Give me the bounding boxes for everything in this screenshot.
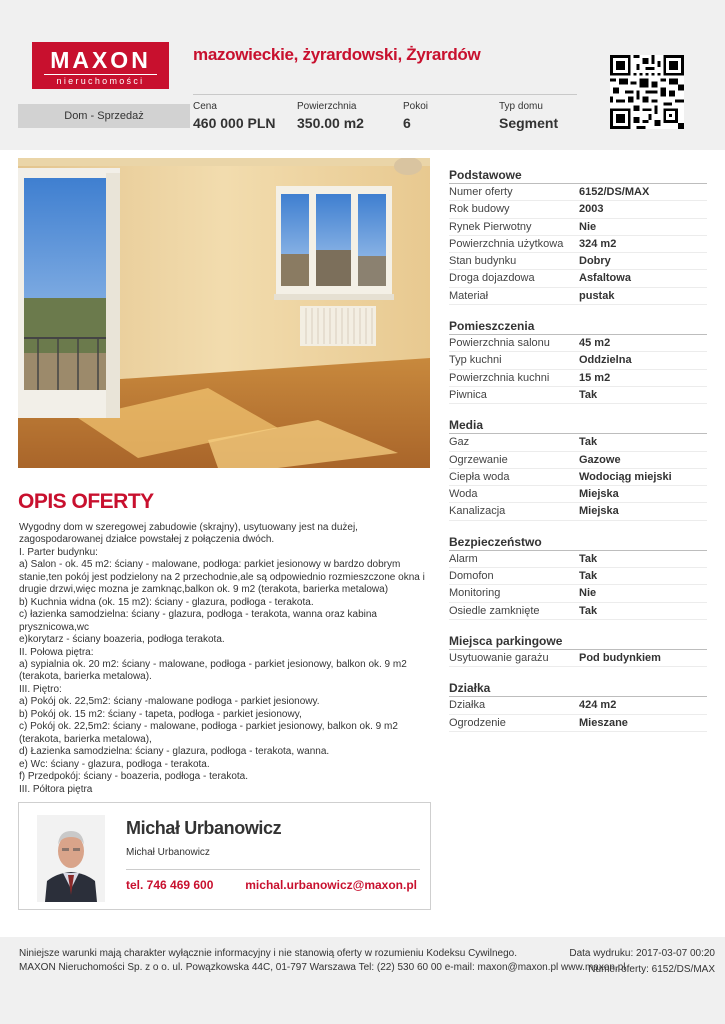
section-parking [449, 632, 707, 667]
detail-value: Miejska [579, 505, 619, 518]
description-line: e) Wc: ściany - glazura, podłoga - terakota. [19, 758, 210, 770]
detail-value: Asfaltowa [579, 272, 631, 285]
section-media [449, 416, 707, 520]
stat-area-value: 350.00 m2 [297, 115, 364, 131]
detail-value: 6152/DS/MAX [579, 186, 650, 198]
detail-key: Ciepła woda [449, 470, 510, 483]
detail-row [449, 270, 707, 287]
detail-value: Pod budynkiem [579, 651, 661, 664]
detail-value: Miejska [579, 488, 619, 501]
detail-value: Nie [579, 220, 597, 233]
detail-row [449, 387, 707, 404]
description-text [19, 522, 425, 796]
detail-key: Osiedle zamknięte [449, 604, 540, 617]
detail-row [449, 236, 707, 253]
detail-row [449, 486, 707, 503]
description-line: drugie drzwi,więc mozna je zamknąc,balkon ok. 9 m2 (terakota, barierka metalowa) [19, 584, 389, 596]
detail-value: Tak [579, 552, 598, 565]
description-line: (terakota, barierka metalowa), [19, 733, 152, 745]
detail-key: Domofon [449, 570, 494, 583]
description-line: c) łazienka samodzielna: ściany - glazura, podłoga - terakota, wanna oraz kabina [19, 609, 377, 621]
detail-row [449, 370, 707, 387]
detail-key: Powierzchnia salonu [449, 337, 550, 350]
agent-subtitle: Michał Urbanowicz [126, 847, 210, 858]
detail-row [449, 201, 707, 218]
detail-key: Powierzchnia kuchni [449, 371, 550, 384]
stat-house-type-value: Segment [499, 115, 559, 131]
description-line: III. Półtora piętra [19, 783, 93, 795]
description-line: f) Przedpokój: ściany - boazeria, podłoga - terakota. [19, 771, 249, 783]
stat-rooms-value: 6 [403, 115, 411, 131]
agent-phone-link[interactable]: tel. 746 469 600 [126, 878, 214, 892]
description-line: b) Pokój ok. 15 m2: ściany - tapeta, podłoga - parkiet jesionowy, [19, 708, 302, 720]
details-panel [449, 166, 707, 744]
location-title: mazowieckie, żyrardowski, Żyrardów [193, 45, 481, 64]
agent-avatar [37, 815, 105, 902]
detail-row [449, 551, 707, 568]
section-plot [449, 679, 707, 732]
detail-key: Monitoring [449, 587, 501, 600]
section-title: Bezpieczeństwo [449, 533, 707, 551]
detail-row [449, 434, 707, 451]
qr-code-icon[interactable] [610, 55, 684, 129]
detail-value: Dobry [579, 255, 611, 268]
detail-value: 2003 [579, 203, 604, 216]
detail-value: 45 m2 [579, 337, 611, 350]
detail-key: Ogrodzenie [449, 716, 506, 729]
detail-row [449, 352, 707, 369]
description-line: b) Kuchnia widna (ok. 15 m2): ściany - glazura, podłoga - terakota. [19, 596, 314, 608]
header-divider [193, 94, 577, 95]
stat-price [193, 101, 276, 131]
detail-value: Tak [579, 436, 598, 449]
section-title: Miejsca parkingowe [449, 632, 707, 650]
detail-value: pustak [579, 289, 615, 302]
section-title: Działka [449, 679, 707, 697]
section-title: Media [449, 416, 707, 434]
detail-key: Działka [449, 699, 486, 712]
description-line: I. Parter budynku: [19, 546, 98, 558]
stat-house-type-label: Typ domu [499, 101, 543, 112]
footer-company-info: MAXON Nieruchomości Sp. z o o. ul. Powązkowska 44C, 01-797 Warszawa Tel: (22) 530 60 00 e-mail: maxon@maxon.pl www.maxon.pl [19, 962, 626, 973]
detail-row [449, 568, 707, 585]
description-line: c) Pokój ok. 22,5m2: ściany - malowane, podłoga - parkiet jesionowy, balkon ok. 9 m2 [19, 721, 398, 733]
detail-key: Powierzchnia użytkowa [449, 237, 564, 250]
detail-row [449, 253, 707, 270]
description-line: a) Salon - ok. 45 m2: ściany - malowane, podłoga: parkiet jesionowy w bardzo dobrym [19, 559, 401, 571]
description-line: III. Piętro: [19, 683, 62, 695]
description-line: Wygodny dom w szeregowej zabudowie (skrajny), usytuowany jest na dużej, [19, 522, 358, 533]
stat-house-type [499, 101, 558, 131]
detail-key: Usytuowanie garażu [449, 651, 549, 664]
detail-key: Rok budowy [449, 203, 510, 216]
detail-key: Woda [449, 488, 478, 501]
logo-brand: MAXON [50, 47, 151, 73]
detail-key: Alarm [449, 552, 478, 565]
detail-value: Wodociąg miejski [579, 470, 672, 483]
description-title: OPIS OFERTY [18, 490, 154, 513]
stat-price-label: Cena [193, 101, 217, 112]
detail-value: 424 m2 [579, 699, 617, 712]
description-line: zagospodarowanej działce powstałej z połączenia dwóch. [19, 534, 275, 546]
detail-value: Gazowe [579, 453, 621, 466]
detail-key: Piwnica [449, 388, 487, 401]
detail-value: Nie [579, 587, 597, 600]
agent-name: Michał Urbanowicz [126, 818, 282, 838]
detail-row [449, 452, 707, 469]
detail-value: Tak [579, 570, 598, 583]
header [0, 0, 725, 150]
footer [0, 937, 725, 1024]
detail-key: Rynek Pierwotny [449, 220, 532, 233]
description-line: prysznicowa,wc [19, 621, 90, 633]
detail-row [449, 288, 707, 305]
detail-key: Ogrzewanie [449, 453, 508, 466]
detail-row [449, 469, 707, 486]
description-line: II. Połowa piętra: [19, 646, 94, 658]
detail-value: Oddzielna [579, 354, 632, 367]
detail-row [449, 585, 707, 602]
detail-row [449, 650, 707, 667]
detail-key: Numer oferty [449, 186, 513, 198]
offer-type-badge: Dom - Sprzedaż [18, 104, 190, 128]
detail-key: Stan budynku [449, 255, 517, 268]
stat-price-value: 460 000 PLN [193, 115, 276, 131]
agent-email-link[interactable]: michal.urbanowicz@maxon.pl [245, 878, 417, 892]
description-line: e)korytarz - ściany boazeria, podłoga terakota. [19, 634, 225, 646]
stat-rooms [403, 101, 428, 131]
detail-value: Mieszane [579, 716, 628, 729]
detail-row [449, 335, 707, 352]
stat-area [297, 101, 364, 131]
detail-key: Kanalizacja [449, 505, 506, 518]
detail-row [449, 503, 707, 520]
section-basic [449, 166, 707, 305]
footer-offer-number: Numer oferty: 6152/DS/MAX [588, 964, 715, 975]
detail-key: Gaz [449, 436, 470, 449]
footer-print-date: Data wydruku: 2017-03-07 00:20 [569, 948, 715, 959]
detail-value: Tak [579, 604, 598, 617]
description-line: stanie,ten pokój jest podzielony na 2 przechodnie,ale są odpowiednio rozmieszczone okna i [19, 571, 425, 583]
description-line: (terakota, barierka metalowa). [19, 671, 152, 683]
detail-value: 15 m2 [579, 371, 611, 384]
detail-key: Typ kuchni [449, 354, 502, 367]
detail-row [449, 697, 707, 714]
section-security [449, 533, 707, 620]
detail-key: Materiał [449, 289, 489, 302]
description-line: a) Pokój ok. 22,5m2: ściany -malowane podłoga - parkiet jesionowy. [19, 696, 320, 708]
section-title: Podstawowe [449, 166, 707, 184]
description-line: a) sypialnia ok. 20 m2: ściany - malowane, podłoga - parkiet jesionowy, balkon ok. 9 m2 [19, 658, 407, 670]
detail-row [449, 603, 707, 620]
section-rooms [449, 317, 707, 404]
agent-divider [126, 869, 420, 870]
logo-subtitle: nieruchomości [44, 74, 157, 87]
detail-value: 324 m2 [579, 237, 617, 250]
detail-row [449, 184, 707, 201]
stat-area-label: Powierzchnia [297, 101, 357, 112]
detail-row [449, 715, 707, 732]
description-line: d) Łazienka samodzielna: ściany - glazura, podłoga - terakota, wanna. [19, 746, 330, 758]
detail-key: Droga dojazdowa [449, 272, 535, 285]
agent-card [18, 802, 431, 910]
section-title: Pomieszczenia [449, 317, 707, 335]
footer-disclaimer: Niniejsze warunki mają charakter wyłącznie informacyjny i nie stanowią oferty w rozumieniu Kodeksu Cywilnego. [19, 948, 517, 959]
detail-row [449, 219, 707, 236]
detail-value: Tak [579, 388, 598, 401]
property-photo[interactable] [18, 158, 430, 468]
stat-rooms-label: Pokoi [403, 101, 429, 112]
maxon-logo[interactable] [32, 42, 169, 89]
